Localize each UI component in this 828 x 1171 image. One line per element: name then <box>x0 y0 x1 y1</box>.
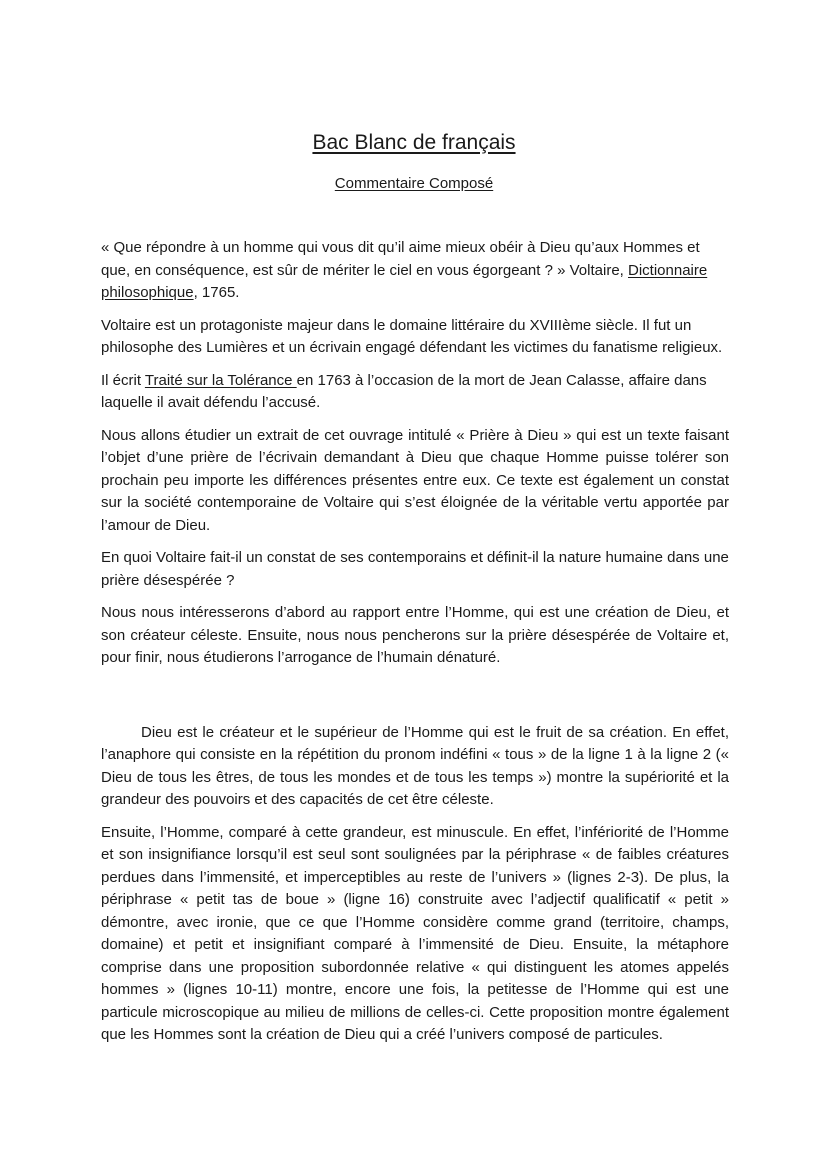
quote-work-title: Dictionnaire philosophique <box>101 261 708 301</box>
quote-year: , 1765. <box>193 284 240 301</box>
intro-p2-work-title: Traité sur la Tolérance <box>144 371 297 389</box>
problematique-paragraph: En quoi Voltaire fait-il un constat de ses contemporains et définit-il la nature humaine dans une prière désespérée ? <box>101 549 729 589</box>
annonce-plan-paragraph: Nous nous intéresserons d’abord au rapport entre l’Homme, qui est une création de Dieu, et son créateur céleste. Ensuite, nous nous pencherons sur la prière désespérée de Voltaire et, pour finir, nous étudierons l’arrogance de l’humain dénaturé. <box>101 604 729 666</box>
development-paragraph-1: Dieu est le créateur et le supérieur de l’Homme qui est le fruit de sa création. En effet, l’anaphore qui consiste en la répétition du pronom indéfini « tous » de la ligne 1 à la ligne 2 (« Dieu de tous les êtres, de tous les mondes et de tous les temps ») montre la supériorité et la grandeur des pouvoirs et des capacités de cet être céleste. <box>101 723 729 808</box>
quote-text: « Que répondre à un homme qui vous dit qu’il aime mieux obéir à Dieu qu’aux Hommes et que, en conséquence, est sûr de mériter le ciel en vous égorgeant ? » Voltaire, <box>101 239 700 279</box>
document-body <box>101 237 729 1057</box>
intro-p2-suffix: en 1763 à l’occasion de la mort de Jean Calasse, affaire dans laquelle il avait défendu l’accusé. <box>101 371 707 411</box>
intro-p2-prefix: Il écrit <box>101 371 145 389</box>
section-spacer <box>101 680 729 722</box>
intro-paragraph-1: Voltaire est un protagoniste majeur dans le domaine littéraire du XVIIIème siècle. Il fut un philosophe des Lumières et un écrivain engagé défendant les victimes du fanatisme religieux. <box>101 316 723 356</box>
development-paragraph-2: Ensuite, l’Homme, comparé à cette grandeur, est minuscule. En effet, l’infériorité de l’Homme et son insignifiance lorsqu’il est seul sont soulignées par la périphrase « de faibles créatures perdues dans l’immensité, et imperceptibles au reste de l’univers » (lignes 2-3). De plus, la périphrase « petit tas de boue » (ligne 16) construite avec l’adjectif qualificatif « petit » démontre, avec ironie, que ce que l’Homme considère comme grand (territoire, champs, domaine) et petit et insignifiant comparé à l’immensité de Dieu. Ensuite, la métaphore comprise dans une proposition subordonnée relative « qui distinguent les atomes appelés hommes » (lignes 10-11) montre, encore une fois, la petitesse de l’Homme qui est une particule microscopique au milieu de millions de celles-ci. Cette proposition montre également que les Hommes sont la création de Dieu qui a créé l’univers composé de particules. <box>101 823 729 1043</box>
intro-paragraph-2 <box>101 370 729 415</box>
document-title: Bac Blanc de français <box>312 131 516 154</box>
document-subtitle: Commentaire Composé <box>334 175 494 192</box>
intro-paragraph-3: Nous allons étudier un extrait de cet ouvrage intitulé « Prière à Dieu » qui est un texte faisant l’objet d’une prière de l’écrivain demandant à Dieu que chaque Homme puisse tolérer son prochain peu importe les différences présentes entre eux. Ce texte est également un constat sur la société contemporaine de Voltaire qui s’est éloignée de la véritable vertu apportée par l’amour de Dieu. <box>101 426 729 534</box>
epigraph-quote <box>101 237 729 305</box>
